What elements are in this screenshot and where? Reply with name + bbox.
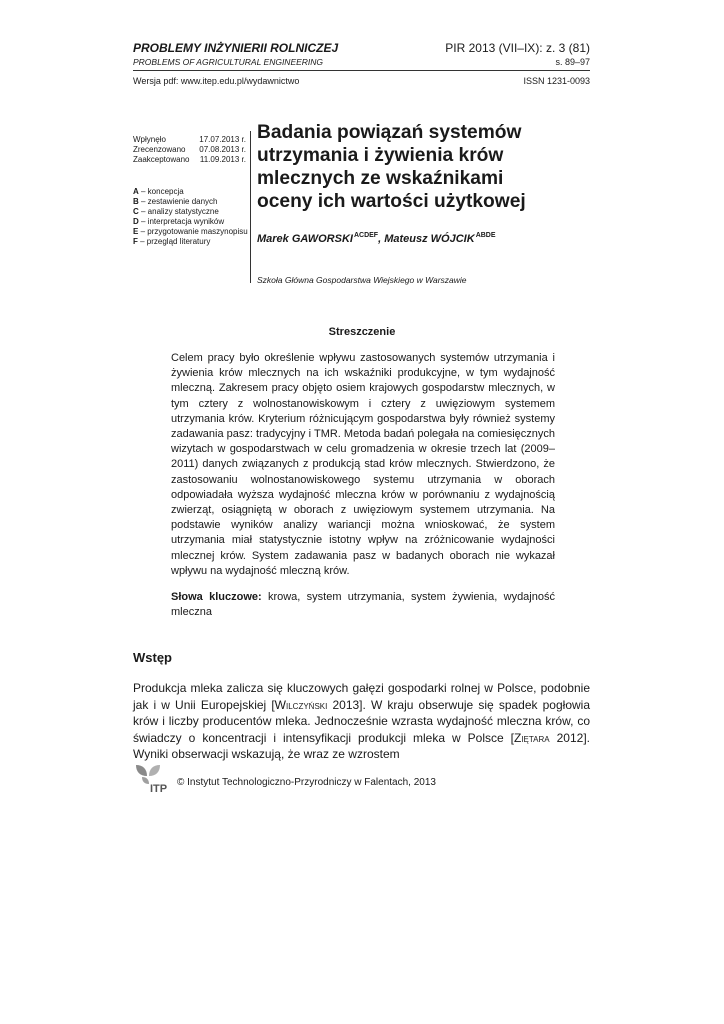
pdf-version-line: Wersja pdf: www.itep.edu.pl/wydawnictwo bbox=[133, 76, 300, 86]
author-name: Mateusz WÓJCIK bbox=[384, 233, 475, 245]
abstract-heading: Streszczenie bbox=[328, 326, 396, 338]
date-value: 17.07.2013 r. bbox=[199, 135, 246, 144]
svg-text:ITP: ITP bbox=[150, 783, 168, 793]
itp-logo bbox=[133, 763, 175, 793]
role-item: C – analizy statystyczne bbox=[133, 207, 219, 216]
date-row bbox=[133, 135, 246, 145]
article-title: Badania powiązań systemów utrzymania i żywienia krów mlecznych ze wskaźnikami oceny ich wartości użytkowej bbox=[257, 122, 526, 212]
date-value: 11.09.2013 r. bbox=[199, 155, 246, 164]
citation[interactable]: Ziętara bbox=[514, 730, 550, 745]
role-item: A – koncepcja bbox=[133, 187, 184, 196]
role-item: B – zestawienie danych bbox=[133, 197, 218, 206]
keywords bbox=[171, 590, 555, 620]
keywords-list: krowa, system utrzymania, system żywienia, wydajność mleczna bbox=[171, 591, 555, 619]
issn: ISSN 1231-0093 bbox=[523, 76, 590, 86]
copyright: © Instytut Technologiczno-Przyrodniczy w Falentach, 2013 bbox=[177, 777, 436, 788]
journal-subtitle: PROBLEMS OF AGRICULTURAL ENGINEERING bbox=[133, 57, 324, 67]
contribution-roles bbox=[133, 187, 248, 247]
author-roles: ABDE bbox=[475, 232, 496, 239]
date-value: 07.08.2013 r. bbox=[199, 145, 246, 154]
author-roles: ACDEF bbox=[353, 232, 379, 239]
affiliation: Szkoła Główna Gospodarstwa Wiejskiego w Warszawie bbox=[257, 275, 467, 285]
role-item: E – przygotowanie maszynopisu bbox=[133, 227, 248, 236]
role-item: F – przegląd literatury bbox=[133, 237, 211, 246]
date-row bbox=[133, 145, 246, 155]
metadata-divider bbox=[250, 131, 251, 283]
journal-title: PROBLEMY INŻYNIERII ROLNICZEJ bbox=[133, 41, 339, 55]
date-label: Zrecenzowano bbox=[133, 145, 186, 154]
citation[interactable]: Wilczyński bbox=[274, 697, 328, 712]
section-heading: Wstęp bbox=[133, 650, 172, 665]
date-row bbox=[133, 155, 246, 165]
page-range: s. 89–97 bbox=[555, 57, 590, 67]
header-divider bbox=[133, 70, 590, 71]
keywords-label: Słowa kluczowe: bbox=[171, 591, 262, 603]
date-label: Zaakceptowano bbox=[133, 155, 190, 164]
abstract-text: Celem pracy było określenie wpływu zastosowanych systemów utrzymania i żywienia krów mlecznych na ich wskaźniki produkcyjne, w tym wydajność mleczną. Zakresem pracy objęto osiem krajowych gospodarstw mlecznych, w tym cztery z wolnostanowiskowym i cztery z uwięziowym systemem utrzymania krów. Kryterium różnicującym gospodarstwa były również systemy zadawania pasz: tradycyjny i TMR. Metoda badań polegała na comiesięcznych wizytach w gospodarstwach w celu gromadzenia w okresie trzech lat (2009–2011) danych związanych z produkcją stad krów mlecznych. Stwierdzono, że zastosowaniu wolnostanowiskowego systemu utrzymania w oborach odpowiadała wyższa wydajność mleczna krów w porównaniu z wydajnością zwierząt, osiągniętą w oborach z uwięziowym systemem utrzymania. Na podstawie wyników analizy wariancji można wnioskować, że system utrzymania miał statystycznie istotny wpływ na zróżnicowanie wydajności mlecznej krów. System zadawania pasz w badanych oborach nie wykazał wpływu na wydajność mleczną krów. bbox=[171, 352, 555, 577]
author-name: Marek GAWORSKI bbox=[257, 233, 353, 245]
intro-paragraph: Produkcja mleka zalicza się kluczowych gałęzi gospodarki rolnej w Polsce, podobnie jak i w Unii Europejskiej [Wilczyński 2013]. W kraju obserwuje się spadek pogłowia krów i liczby producentów mleka. Jednocześnie wzrasta wydajność mleczna krów, co świadczy o koncentracji i intensyfikacji produkcji mleka w Polsce [Ziętara 2012]. Wyniki obserwacji wskazują, że wraz ze wzrostem bbox=[133, 681, 591, 762]
authors-line: Marek $GAWORSKI^{ACDEF}$, Mateusz $WÓJCIK^{ABDE}$ bbox=[257, 232, 496, 245]
role-item: D – interpretacja wyników bbox=[133, 217, 225, 226]
date-label: Wpłynęło bbox=[133, 135, 166, 144]
submission-dates bbox=[133, 135, 246, 165]
issue-info: PIR 2013 (VII–IX): z. 3 (81) bbox=[445, 41, 590, 55]
